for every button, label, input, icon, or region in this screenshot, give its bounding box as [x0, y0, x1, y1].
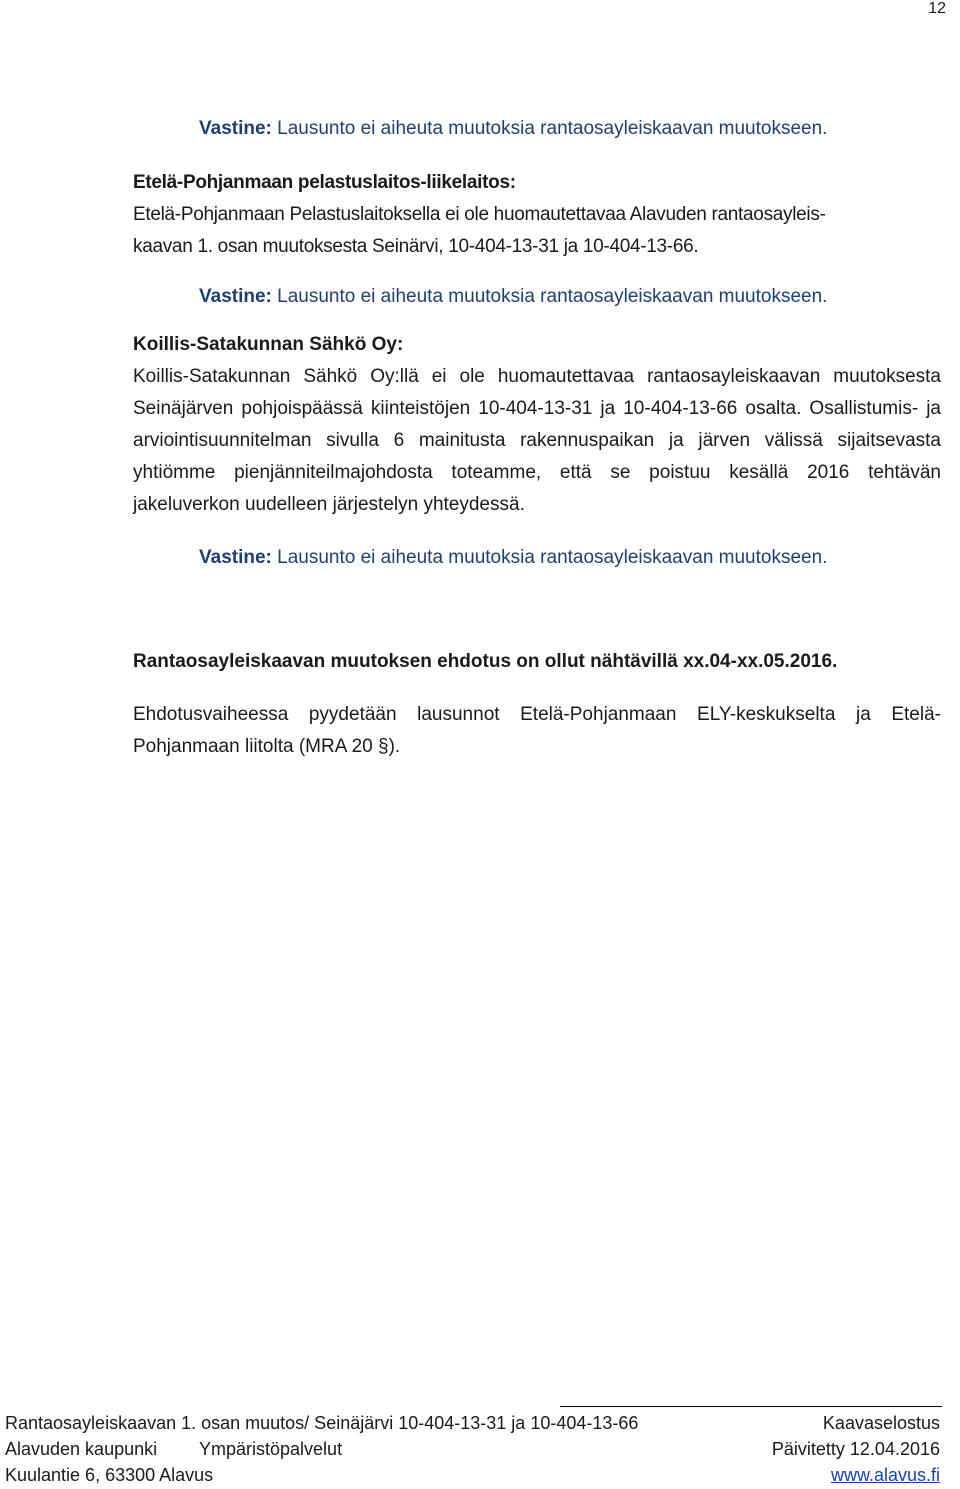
proposal-heading: Rantaosayleiskaavan muutoksen ehdotus on ollut nähtävillä xx.04-xx.05.2016. — [133, 651, 838, 672]
footer-doc-type: Kaavaselostus — [822, 1413, 940, 1433]
rescue-line-1: Etelä-Pohjanmaan Pelastuslaitoksella ei ole huomautettavaa Alavuden rantaosayleis- — [133, 204, 826, 225]
response-1 — [199, 113, 941, 145]
footer-doc-title: Rantaosayleiskaavan 1. osan muutos/ Seinäjärvi 10-404-13-31 ja 10-404-13-66 — [5, 1413, 639, 1433]
rescue-section — [133, 167, 941, 263]
response-text: Lausunto ei aiheuta muutoksia rantaosayleiskaavan muutokseen. — [277, 118, 828, 139]
proposal-body: Ehdotusvaiheessa pyydetään lausunnot Etelä-Pohjanmaan ELY-keskukselta ja Etelä-Pohjanmaan liitolta (MRA 20 §). — [133, 704, 941, 757]
response-label: Vastine: — [199, 547, 272, 568]
footer-divider — [560, 1406, 942, 1407]
response-2 — [199, 281, 941, 313]
footer-dept: Ympäristöpalvelut — [199, 1439, 343, 1459]
power-company-section — [133, 329, 941, 521]
response-text: Lausunto ei aiheuta muutoksia rantaosayleiskaavan muutokseen. — [277, 547, 828, 568]
response-3 — [199, 542, 941, 574]
response-text: Lausunto ei aiheuta muutoksia rantaosayleiskaavan muutokseen. — [277, 286, 828, 307]
response-label: Vastine: — [199, 286, 272, 307]
response-label: Vastine: — [199, 118, 272, 139]
power-heading: Koillis-Satakunnan Sähkö Oy: — [133, 334, 404, 355]
website-link[interactable]: www.alavus.fi — [830, 1465, 940, 1485]
footer-updated: Päivitetty 12.04.2016 — [771, 1439, 940, 1459]
power-body: Koillis-Satakunnan Sähkö Oy:llä ei ole huomautettavaa rantaosayleiskaavan muutoksesta Seinäjärven pohjoispäässä kiinteistöjen 10-404-13-31 ja 10-404-13-66 osalta. Osallistumis- ja arviointisuunnitelman sivulla 6 mainitusta rakennuspaikan ja järven välissä sijaitsevasta yhtiömme pienjänniteilmajohdosta toteamme, että se poistuu kesällä 2016 tehtävän jakeluverkon uudelleen järjestelyn yhteydessä. — [133, 366, 941, 515]
footer-address: Kuulantie 6, 63300 Alavus — [5, 1465, 214, 1485]
rescue-heading: Etelä-Pohjanmaan pelastuslaitos-liikelaitos: — [133, 172, 516, 193]
rescue-line-2: kaavan 1. osan muutoksesta Seinärvi, 10-404-13-31 ja 10-404-13-66. — [133, 236, 699, 257]
page-number: 12 — [928, 0, 946, 17]
footer-org: Alavuden kaupunki — [5, 1439, 158, 1459]
